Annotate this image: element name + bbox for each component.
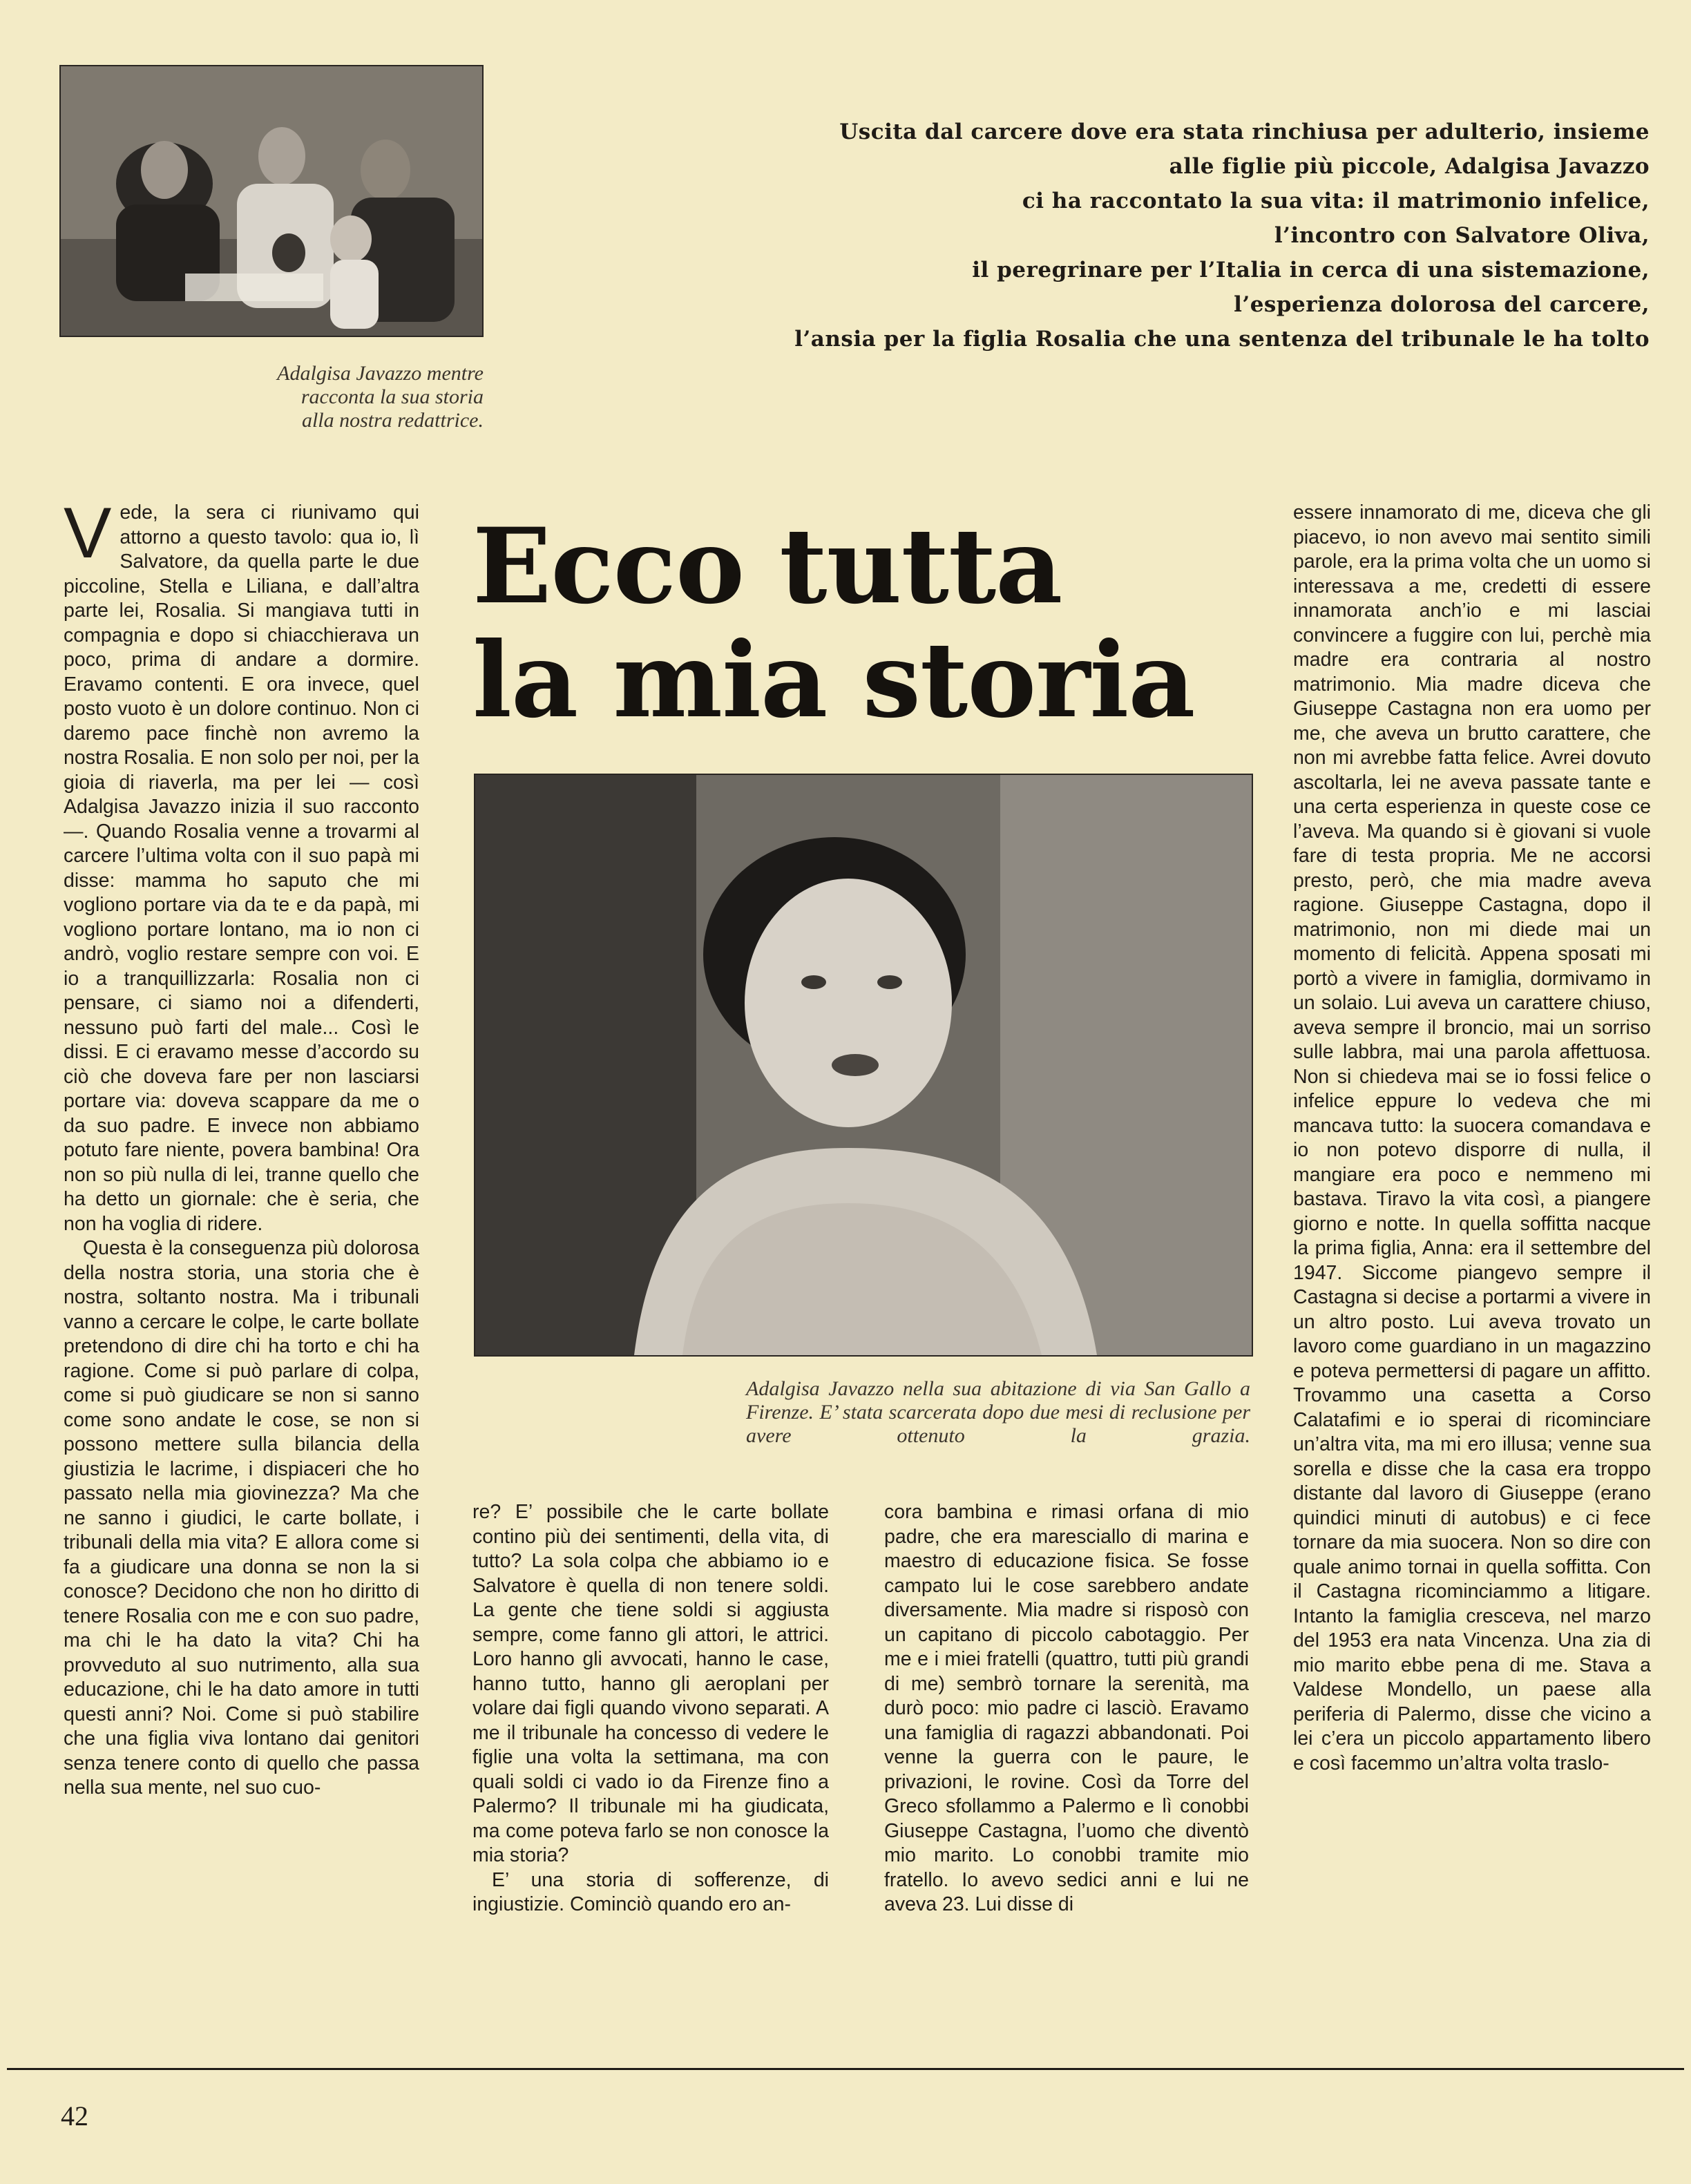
paragraph: cora bambina e rimasi orfana di mio padre, che era maresciallo di marina e maestro di educazione fisica. Se fosse campato lui le cose sarebbero andate diversamente. Mia madre si risposò con un capitano di piccolo cabotaggio. Per me e i miei fratelli (quattro, tutti più grandi di me) sembrò tornare la serenità, ma durò poco: mio padre ci lasciò. Eravamo una famiglia di ragazzi abbandonati. Poi venne la guerra con le paure, le privazioni, le rovine. Così da Torre del Greco sfollammo a Palermo e lì conobbi Giuseppe Castagna, l’uomo che diventò mio marito. Lo conobbi tramite mio fratello. Io avevo sedici anni e lui ne aveva 23. Lui disse di [884, 1501, 1249, 1915]
text-column-3 [884, 1500, 1249, 1917]
page-number: 42 [61, 2100, 88, 2132]
article-subheading: Uscita dal carcere dove era stata rinchiusa per adulterio, insieme alle figlie più piccole, Adalgisa Javazzo ci ha raccontato la sua vita: il matrimonio infelice, l’incontro con Salvatore Oliva, il peregrinare per l’Italia in cerca di una sistemazione, l’esperienza dolorosa del carcere, l’ansia per la figlia Rosalia che una sentenza del tribunale le ha tolto [794, 119, 1650, 352]
top-photo-caption: Adalgisa Javazzo mentre racconta la sua storia alla nostra redattrice. [277, 362, 484, 432]
text-column-1 [64, 493, 419, 1801]
portrait-photo-illustration [475, 775, 1252, 1355]
paragraph: ede, la sera ci riunivamo qui attorno a questo tavolo: qua io, lì Salvatore, da quella parte le due piccoline, Stella e Liliana, e dall’altra parte lei, Rosalia. Si mangiava tutti in compagnia e dopo si chiacchierava un poco, prima di andare a dormire. Eravamo contenti. E ora invece, quel posto vuoto è un dolore continuo. Non ci daremo pace finchè non avremo la nostra Rosalia. E non solo per noi, per la gioia di riaverla, ma per lei — così Adalgisa Javazzo inizia il suo racconto —. Quando Rosalia venne a trovarmi al carcere l’ultima volta con il suo papà mi disse: mamma ho saputo che mi vogliono portare via da te e da papà, mi vogliono portare lontano, ma io non ci andrò, voglio restare sempre con voi. E io a tranquillizzarla: Rosalia non ci pensare, ci siamo noi a difenderti, nessuno può farti del male... Così le dissi. E ci eravamo messe d’accordo su ciò che doveva fare per non lasciarsi portare via: doveva scappare da me o da suo padre. E invece non abbiamo potuto fare niente, povera bambina! Ora non so più nulla di lei, tranne quello che ha detto un giornale: che è seria, che non ha voglia di ridere. [64, 501, 419, 1235]
top-photo [59, 65, 484, 337]
text-column-4 [1293, 501, 1651, 1776]
paragraph: E’ una storia di sofferenze, di ingiustizie. Cominciò quando ero an- [472, 1868, 829, 1915]
paragraph: Questa è la conseguenza più dolorosa della nostra storia, una storia che è nostra, soltanto nostra. Ma i tribunali vanno a cercare le colpe, le carte bollate pretendono di dire chi ha torto e chi ha ragione. Come si può parlare di colpa, come si può giudicare se non si sanno come sono andate le cose, se non si possono mettere sulla bilancia della giustizia le lacrime, i dispiaceri che ho passato nella mia giovinezza? Ma che ne sanno i giudici, le carte bollate, i tribunali della mia vita? E allora come si fa a giudicare una donna se non la si conosce? Decidono che non ho diritto di tenere Rosalia con me e con suo padre, ma chi le ha dato la vita? Chi ha provveduto al suo nutrimento, alla sua educazione, chi le ha dato amore in tutti questi anni? Noi. Come si può stabilire che una figlia viva lontano dai genitori senza tenere conto di quello che passa nella sua mente, nel suo cuo- [64, 1237, 419, 1799]
paragraph: essere innamorato di me, diceva che gli piacevo, io non avevo mai sentito simili parole, era la prima volta che un uomo si interessava a me, credetti di essere innamorata anch’io e mi lasciai convincere a fuggire con lui, perchè mia madre era contraria al nostro matrimonio. Mia madre diceva che Giuseppe Castagna non era uomo per me, che aveva un brutto carattere, che non mi avrebbe fatta felice. Avrei dovuto ascoltarla, lei ne aveva passate tante e una certa esperienza in queste cose ce l’aveva. Ma quando si è giovani si vuole fare di testa propria. Me ne accorsi presto, però, che mia madre aveva ragione. Giuseppe Castagna, dopo il matrimonio, non mi diede mai un momento di felicità. Appena sposati mi portò a vivere in famiglia, dormivamo in un solaio. Lui aveva un carattere chiuso, aveva sempre il broncio, mai un sorriso sulle labbra, mai una parola affettuosa. Non si chiedeva mai se io fossi felice o infelice eppure lo vedeva che mi mancava tutto: la suocera comandava e io non potevo disporre di nulla, il mangiare era poco e nemmeno mi bastava. Tiravo la vita così, a piangere giorno e notte. In quella soffitta nacque la prima figlia, Anna: era il settembre del 1947. Siccome piangevo sempre il Castagna si decise a portarmi a vivere in un altro posto. Lui aveva trovato un lavoro come guardiano in un magazzino e poteva permettersi di pagare un affitto. Trovammo una casetta a Corso Calatafimi e io sperai di ricominciare un’altra vita, ma mi ero illusa; venne sua sorella e disse che la casa era troppo distante dal lavoro di Giuseppe (erano quindici minuti di autobus) e ci fece tornare da mia suocera. Non so dire con quale animo tornai in quella soffitta. Con il Castagna ricominciammo a litigare. Intanto la famiglia cresceva, nel marzo del 1953 era nata Vincenza. Una zia di mio marito ebbe pena di me. Stava a Valdese Mondello, un paese alla periferia di Palermo, disse che vicino a lei c’era un piccolo appartamento libero e così facemmo un’altra volta traslo- [1293, 501, 1651, 1774]
text-column-2 [472, 1500, 829, 1917]
article-headline: Ecco tutta la mia storia [472, 506, 1195, 741]
main-photo [474, 774, 1253, 1357]
footer-rule [7, 2068, 1684, 2070]
paragraph: re? E’ possibile che le carte bollate contino più dei sentimenti, della vita, di tutto? La sola colpa che abbiamo io e Salvatore è quella di non tenere soldi. La gente che tiene soldi si aggiusta sempre, come fanno gli attori, le attrici. Loro hanno gli avvocati, hanno le case, hanno tutto, hanno gli aeroplani per volare dai figli quando vivono separati. A me il tribunale ha concesso di vedere le figlie una volta la settimana, ma con quali soldi ci vado io da Firenze fino a Palermo? Il tribunale mi ha giudicata, ma come poteva farlo se non conosce la mia storia? [472, 1501, 829, 1866]
family-photo-illustration [61, 66, 482, 336]
main-photo-caption: Adalgisa Javazzo nella sua abitazione di via San Gallo a Firenze. E’ stata scarcerata dopo due mesi di reclusione per avere ottenuto la grazia. [746, 1377, 1250, 1447]
drop-cap: V [64, 493, 112, 573]
